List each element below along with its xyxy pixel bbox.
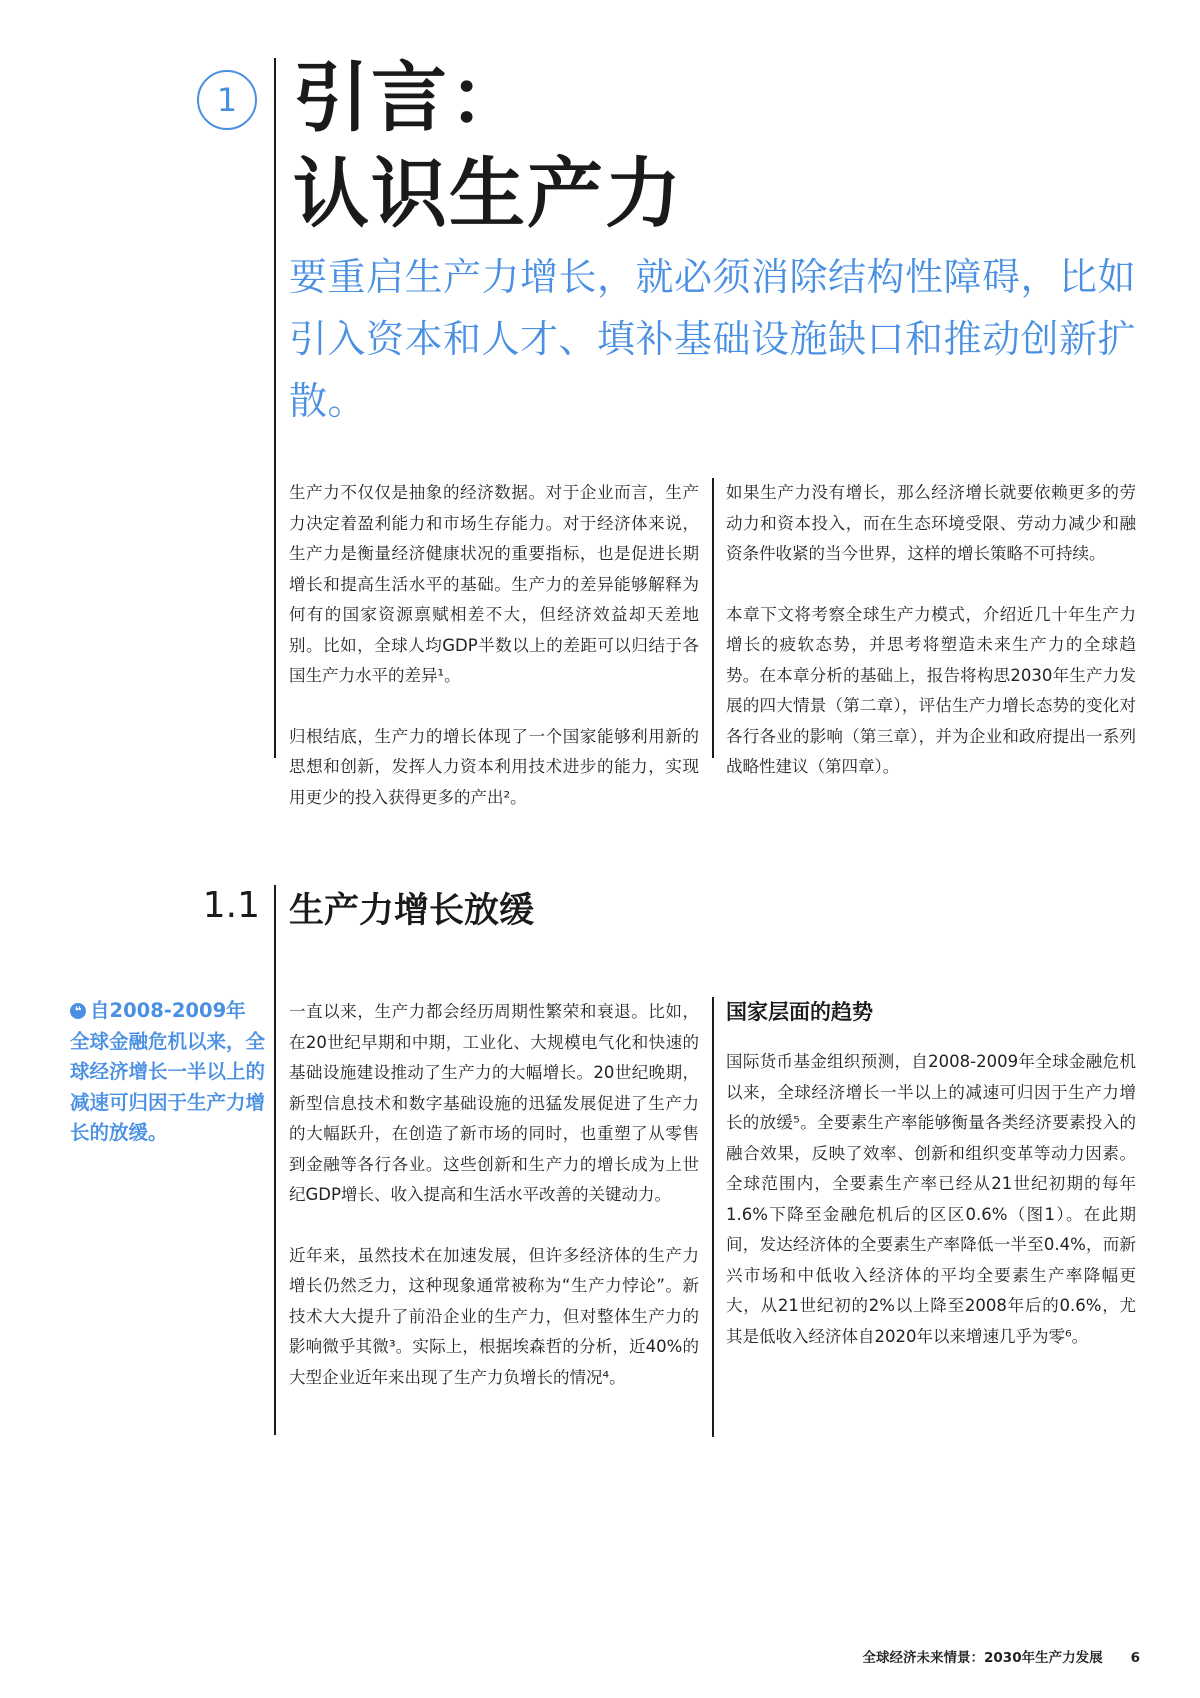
chapter-lead: 要重启生产力增长，就必须消除结构性障碍，比如引入资本和人才、填补基础设施缺口和推动创新扩散。	[289, 255, 1137, 423]
section-column-divider	[712, 997, 714, 1437]
section-column-right	[726, 997, 1136, 1382]
subsection-heading: 国家层面的趋势	[726, 1000, 873, 1024]
page-number: 6	[1130, 1650, 1140, 1666]
section-number: 1.1	[202, 885, 260, 926]
chapter-title-line2: 认识生产力	[293, 149, 683, 238]
pull-quote-text: 自2008-2009年全球金融危机以来，全球经济增长一半以上的减速可归因于生产力增长的放缓。	[70, 999, 266, 1144]
chapter-title	[293, 50, 893, 242]
footer-title: 全球经济未来情景：2030年生产力发展	[862, 1650, 1103, 1666]
page-footer	[600, 1646, 1140, 1666]
section-title: 生产力增长放缓	[289, 891, 535, 931]
intro-column-divider	[712, 478, 714, 758]
intro-paragraph: 归根结底，生产力的增长体现了一个国家能够利用新的思想和创新，发挥人力资本利用技术进步的能力，实现用更少的投入获得更多的产出²。	[289, 726, 699, 807]
intro-paragraph: 生产力不仅仅是抽象的经济数据。对于企业而言，生产力决定着盈利能力和市场生存能力。对于经济体来说，生产力是衡量经济健康状况的重要指标，也是促进长期增长和提高生活水平的基础。生产力的差异能够解释为何有的国家资源禀赋相差不大，但经济效益却天差地别。比如，全球人均GDP半数以上的差距可以归结于各国生产力水平的差异¹。	[289, 483, 699, 685]
pull-quote	[70, 996, 265, 1149]
section-divider-line	[274, 885, 276, 1435]
intro-column-left	[289, 478, 699, 843]
intro-paragraph: 如果生产力没有增长，那么经济增长就要依赖更多的劳动力和资本投入，而在生态环境受限、劳动力减少和融资条件收紧的当今世界，这样的增长策略不可持续。	[726, 483, 1136, 563]
section-paragraph: 一直以来，生产力都会经历周期性繁荣和衰退。比如，在20世纪早期和中期，工业化、大规模电气化和快速的基础设施建设推动了生产力的大幅增长。20世纪晚期，新型信息技术和数字基础设施的迅猛发展促进了生产力的大幅跃升，在创造了新市场的同时，也重塑了从零售到金融等各行各业。这些创新和生产力的增长成为上世纪GDP增长、收入提高和生活水平改善的关键动力。	[289, 1002, 699, 1204]
intro-column-right	[726, 478, 1136, 813]
intro-paragraph: 本章下文将考察全球生产力模式，介绍近几十年生产力增长的疲软态势，并思考将塑造未来生产力的全球趋势。在本章分析的基础上，报告将构思2030年生产力发展的四大情景（第二章），评估生产力增长态势的变化对各行各业的影响（第三章），并为企业和政府提出一系列战略性建议（第四章）。	[726, 604, 1136, 776]
chapter-divider-line	[274, 58, 276, 758]
section-paragraph: 近年来，虽然技术在加速发展，但许多经济体的生产力增长仍然乏力，这种现象通常被称为“生产力悖论”。新技术大大提升了前沿企业的生产力，但对整体生产力的影响微乎其微³。实际上，根据埃森哲的分析，近40%的大型企业近年来出现了生产力负增长的情况⁴。	[289, 1245, 699, 1387]
quote-icon: ❝	[70, 1003, 86, 1019]
section-column-left	[289, 997, 699, 1423]
chapter-number-badge: 1	[197, 70, 257, 130]
chapter-title-line1: 引言：	[293, 53, 527, 142]
section-paragraph: 国际货币基金组织预测，自2008-2009年全球金融危机以来，全球经济增长一半以上的减速可归因于生产力增长的放缓⁵。全要素生产率能够衡量各类经济要素投入的融合效果，反映了效率、创新和组织变革等动力因素。全球范围内，全要素生产率已经从21世纪初期的每年1.6%下降至金融危机后的区区0.6%（图1）。在此期间，发达经济体的全要素生产率降低一半至0.4%，而新兴市场和中低收入经济体的平均全要素生产率降幅更大，从21世纪初的2%以上降至2008年后的0.6%，尤其是低收入经济体自2020年以来增速几乎为零⁶。	[726, 1052, 1136, 1346]
